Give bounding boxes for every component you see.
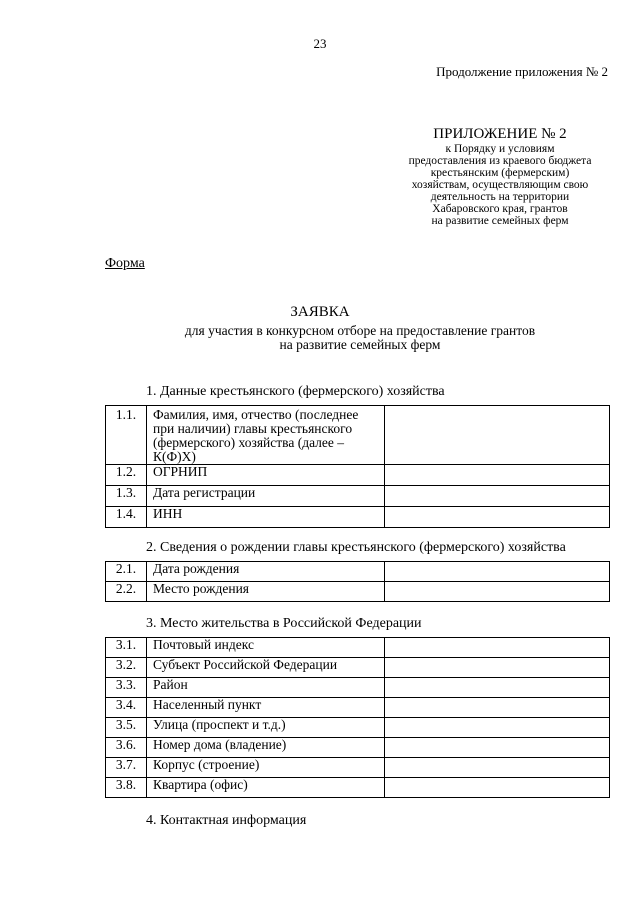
row-label: Номер дома (владение) [147, 738, 385, 758]
row-value-field[interactable] [385, 658, 610, 678]
appendix-line: к Порядку и условиям [445, 143, 555, 155]
row-number: 3.8. [106, 778, 147, 798]
row-label: Улица (проспект и т.д.) [147, 718, 385, 738]
document-title: ЗАЯВКА [290, 304, 350, 320]
row-number: 1.4. [106, 507, 147, 528]
table-row [106, 507, 610, 528]
appendix-block [380, 126, 620, 227]
row-number: 2.1. [106, 562, 147, 582]
table-row [106, 582, 610, 602]
table-row [106, 778, 610, 798]
section-table-3 [105, 637, 610, 798]
row-label: Субъект Российской Федерации [147, 658, 385, 678]
row-value-field[interactable] [385, 698, 610, 718]
table-row [106, 698, 610, 718]
document-subtitle [0, 324, 640, 352]
row-value-field[interactable] [385, 678, 610, 698]
row-label: Дата регистрации [147, 486, 385, 507]
appendix-line: на развитие семейных ферм [431, 215, 569, 227]
continuation-note: Продолжение приложения № 2 [436, 64, 608, 79]
section-table-2 [105, 561, 610, 602]
appendix-line: крестьянским (фермерским) [430, 167, 570, 179]
table-row [106, 658, 610, 678]
row-value-field[interactable] [385, 486, 610, 507]
appendix-text [380, 143, 620, 227]
row-value-field[interactable] [385, 406, 610, 465]
row-label: ОГРНИП [147, 465, 385, 486]
row-number: 3.2. [106, 658, 147, 678]
row-number: 1.2. [106, 465, 147, 486]
row-label: Квартира (офис) [147, 778, 385, 798]
row-number: 3.1. [106, 638, 147, 658]
table-row [106, 638, 610, 658]
row-label: Фамилия, имя, отчество (последнее при наличии) главы крестьянского (фермерского) хозяйства (далее – К(Ф)Х) [147, 406, 385, 465]
row-number: 3.3. [106, 678, 147, 698]
row-number: 1.3. [106, 486, 147, 507]
table-row [106, 406, 610, 465]
section-heading-1: 1. Данные крестьянского (фермерского) хозяйства [146, 384, 445, 399]
table-row [106, 738, 610, 758]
subtitle-line: для участия в конкурсном отборе на предоставление грантов [184, 323, 536, 338]
row-label: ИНН [147, 507, 385, 528]
appendix-line: хозяйствам, осуществляющим свою [411, 179, 589, 191]
row-number: 3.7. [106, 758, 147, 778]
row-value-field[interactable] [385, 758, 610, 778]
row-label: Место рождения [147, 582, 385, 602]
table-row [106, 718, 610, 738]
section-heading-4: 4. Контактная информация [146, 813, 307, 828]
row-value-field[interactable] [385, 738, 610, 758]
appendix-line: деятельность на территории [430, 191, 570, 203]
row-number: 1.1. [106, 406, 147, 465]
row-label: Почтовый индекс [147, 638, 385, 658]
table-row [106, 562, 610, 582]
section-heading-2: 2. Сведения о рождении главы крестьянского (фермерского) хозяйства [146, 540, 566, 555]
row-value-field[interactable] [385, 507, 610, 528]
table-row [106, 758, 610, 778]
row-value-field[interactable] [385, 465, 610, 486]
row-label: Корпус (строение) [147, 758, 385, 778]
table-row [106, 465, 610, 486]
row-value-field[interactable] [385, 778, 610, 798]
section-heading-3: 3. Место жительства в Российской Федерации [146, 616, 422, 631]
appendix-title: ПРИЛОЖЕНИЕ № 2 [433, 126, 567, 142]
row-value-field[interactable] [385, 562, 610, 582]
section-table-1 [105, 405, 610, 528]
page-number: 23 [313, 36, 327, 51]
appendix-line: предоставления из краевого бюджета [408, 155, 592, 167]
row-label: Населенный пункт [147, 698, 385, 718]
row-value-field[interactable] [385, 718, 610, 738]
form-label: Форма [105, 256, 145, 271]
table-row [106, 486, 610, 507]
subtitle-line: на развитие семейных ферм [279, 337, 441, 352]
row-number: 3.5. [106, 718, 147, 738]
row-label: Дата рождения [147, 562, 385, 582]
row-number: 3.4. [106, 698, 147, 718]
row-number: 3.6. [106, 738, 147, 758]
row-label: Район [147, 678, 385, 698]
row-number: 2.2. [106, 582, 147, 602]
table-row [106, 678, 610, 698]
row-value-field[interactable] [385, 582, 610, 602]
appendix-line: Хабаровского края, грантов [432, 203, 568, 215]
row-value-field[interactable] [385, 638, 610, 658]
